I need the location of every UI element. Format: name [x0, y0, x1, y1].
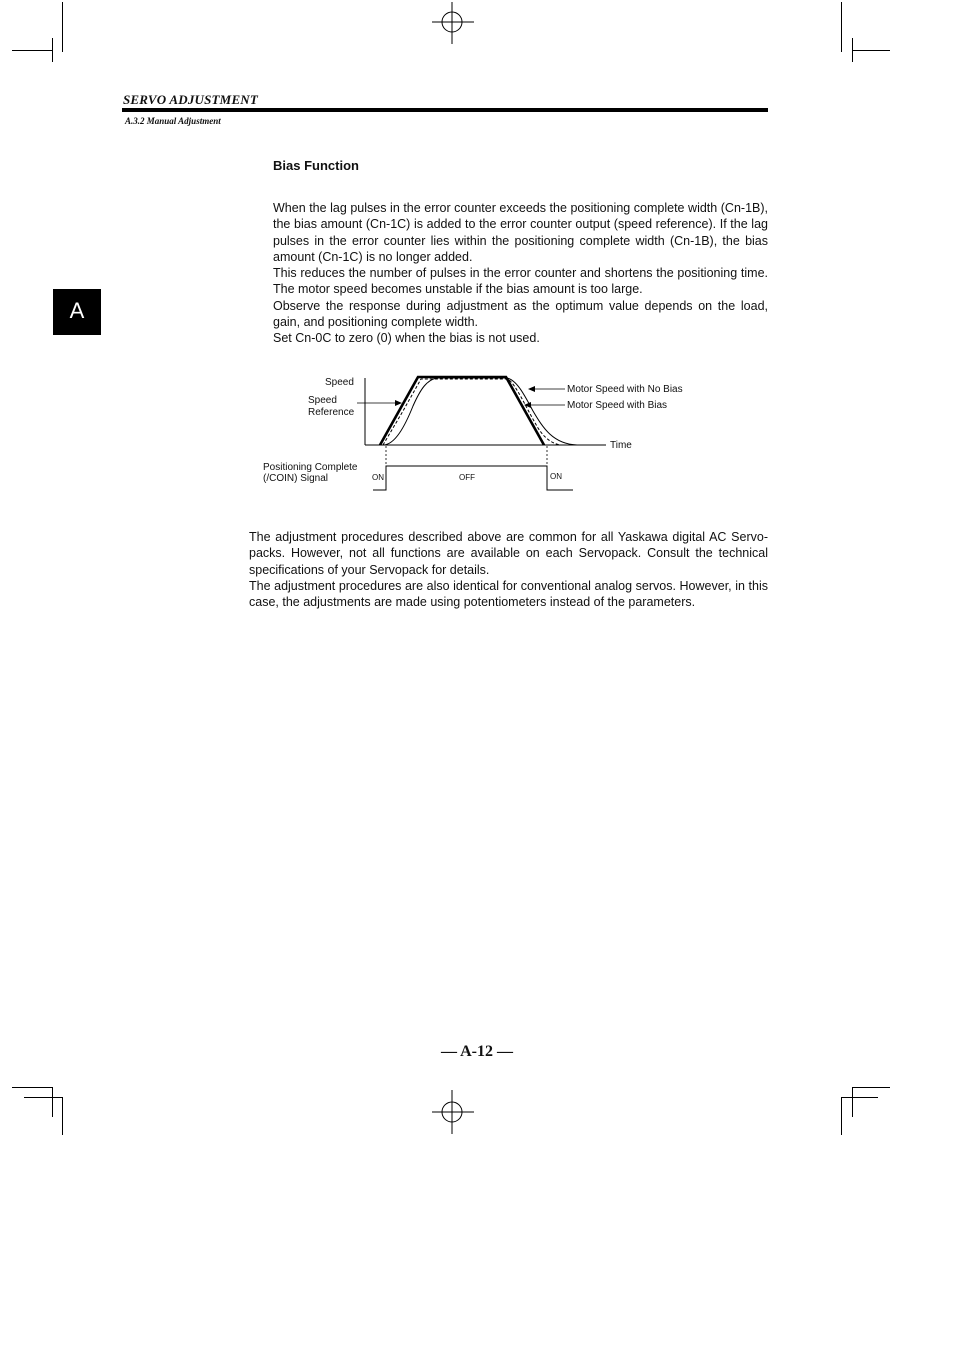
coin-on-left-label: ON: [372, 473, 384, 482]
intro-paragraphs: [273, 200, 768, 347]
speed-axis-label: Speed: [325, 377, 354, 388]
coin-off-label: OFF: [459, 473, 475, 482]
speed-reference-label-line1: Speed: [308, 395, 337, 406]
intro-paragraph: When the lag pulses in the error counter exceeds the positioning complete width (Cn-1B), the bias amount (Cn-1C) is added to the error counter output (speed reference). If the lag pulses in the error counter lies within the positioning complete width (Cn-1B), the bias amount (Cn-1C) is no longer added.: [273, 201, 768, 264]
coin-on-right-label: ON: [550, 472, 562, 481]
time-axis-label: Time: [610, 440, 632, 451]
intro-paragraph: Observe the response during adjustment as the optimum value depends on the load, gain, and positioning complete width.: [273, 298, 768, 330]
closing-paragraph: The adjustment procedures described above are common for all Yaskawa digital AC Servo-packs. However, not all functions are available on each Servopack. Consult the technical specifications of your Servopack for details.: [249, 530, 768, 577]
coin-label-line1: Positioning Complete: [263, 462, 358, 473]
intro-paragraph: This reduces the number of pulses in the error counter and shortens the positioning time. The motor speed becomes unstable if the bias amount is too large.: [273, 266, 768, 297]
intro-paragraph: Set Cn-0C to zero (0) when the bias is not used.: [273, 331, 540, 346]
section-heading: Bias Function: [273, 158, 359, 173]
registration-mark-bottom: [432, 1090, 474, 1134]
with-bias-label: Motor Speed with Bias: [567, 400, 668, 411]
chapter-tab: A: [53, 289, 101, 335]
page-number: — A-12 —: [441, 1043, 513, 1060]
bias-function-diagram: [255, 366, 715, 496]
running-header-subsection: A.3.2 Manual Adjustment: [125, 116, 221, 126]
header-rule: [122, 108, 768, 112]
arrow-head-icon: [528, 386, 535, 392]
arrow-head-icon: [524, 402, 531, 408]
closing-paragraphs: [249, 529, 768, 610]
closing-paragraph: The adjustment procedures are also identical for conventional analog servos. However, in this case, the adjustments are made using potentiometers instead of the parameters.: [249, 578, 768, 610]
registration-mark-top: [432, 2, 474, 44]
no-bias-label: Motor Speed with No Bias: [567, 384, 683, 395]
coin-label-line2: (/COIN) Signal: [263, 473, 329, 484]
running-header-title: SERVO ADJUSTMENT: [123, 92, 259, 107]
speed-reference-label-line2: Reference: [308, 407, 355, 418]
